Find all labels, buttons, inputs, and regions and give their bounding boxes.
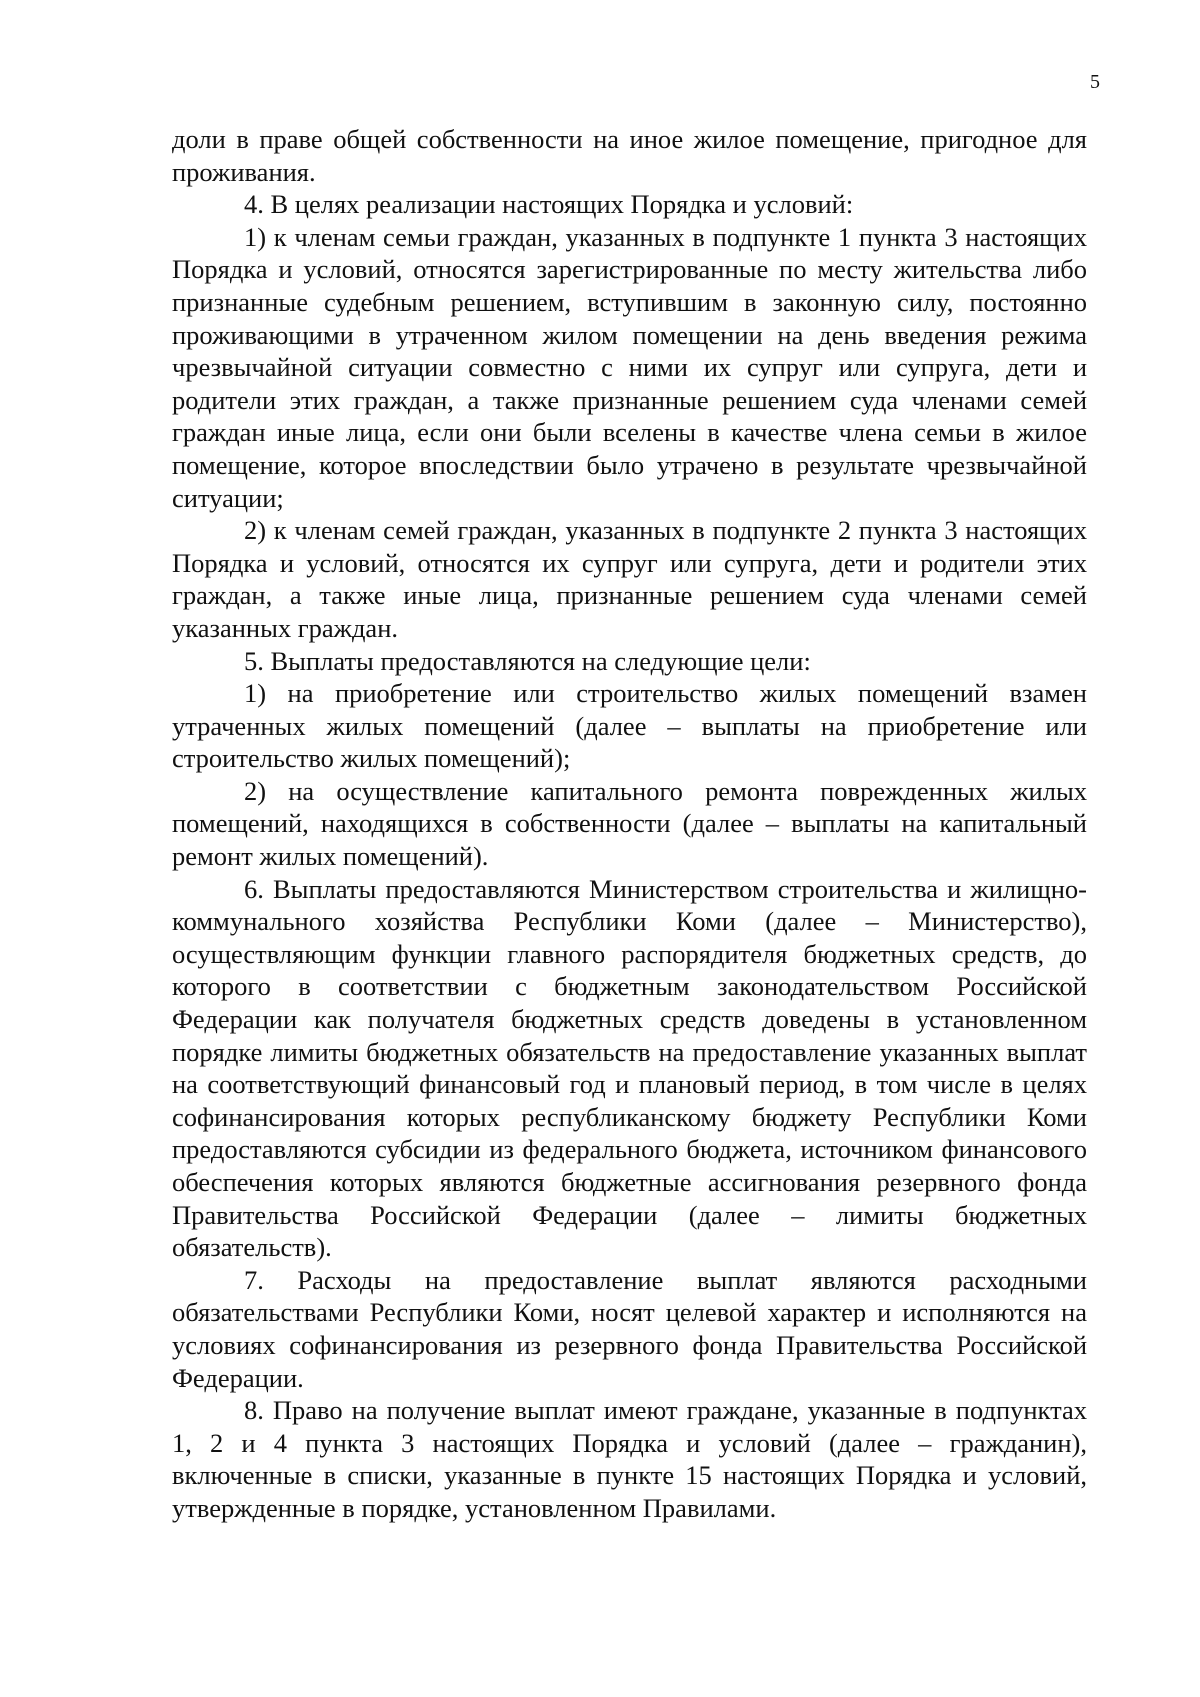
document-body <box>172 123 1087 1525</box>
paragraph-item-7: 7. Расходы на предоставление выплат являются расходными обязательствами Республики Коми, носят целевой характер и исполняются на условиях софинансирования из резервного фонда Правительства Российской Федерации. <box>172 1264 1087 1393</box>
paragraph-item-5-1: 1) на приобретение или строительство жилых помещений взамен утраченных жилых помещений (далее – выплаты на приобретение или строительство жилых помещений); <box>172 678 1087 774</box>
paragraph-item-4-1: 1) к членам семьи граждан, указанных в подпункте 1 пункта 3 настоящих Порядка и условий, относятся зарегистрированные по месту жительства либо признанные судебным решением, вступившим в законную силу, постоянно проживающими в утраченном жилом помещении на день введения режима чрезвычайной ситуации совместно с ними их супруг или супруга, дети и родители этих граждан, а также признанные решением суда членами семей граждан иные лица, если они были вселены в качестве члена семьи в жилое помещение, которое впоследствии было утрачено в результате чрезвычайной ситуации; <box>172 221 1087 513</box>
paragraph-item-4-2: 2) к членам семей граждан, указанных в подпункте 2 пункта 3 настоящих Порядка и условий, относятся их супруг или супруга, дети и родители этих граждан, а также иные лица, признанные решением суда членами семей указанных граждан. <box>172 515 1087 643</box>
page-number: 5 <box>1090 71 1100 93</box>
paragraph-item-5-2: 2) на осуществление капитального ремонта поврежденных жилых помещений, находящихся в собственности (далее – выплаты на капитальный ремонт жилых помещений). <box>172 775 1087 872</box>
paragraph-item-4: 4. В целях реализации настоящих Порядка и условий: <box>244 189 854 220</box>
paragraph-item-5: 5. Выплаты предоставляются на следующие цели: <box>244 645 811 676</box>
paragraph-item-8: 8. Право на получение выплат имеют граждане, указанные в подпунктах 1, 2 и 4 пункта 3 настоящих Порядка и условий (далее – гражданин), включенные в списки, указанные в пункте 15 настоящих Порядка и условий, утвержденные в порядке, установленном Правилами. <box>172 1395 1087 1523</box>
paragraph-item-6: 6. Выплаты предоставляются Министерством строительства и жилищно-коммунального хозяйства Республики Коми (далее – Министерство), осуществляющим функции главного распорядителя бюджетных средств, до которого в соответствии с бюджетным законодательством Российской Федерации как получателя бюджетных средств доведены в установленном порядке лимиты бюджетных обязательств на предоставление указанных выплат на соответствующий финансовый год и плановый период, в том числе в целях софинансирования которых республиканскому бюджету Республики Коми предоставляются субсидии из федерального бюджета, источником финансового обеспечения которых являются бюджетные ассигнования резервного фонда Правительства Российской Федерации (далее – лимиты бюджетных обязательств). <box>172 873 1087 1263</box>
paragraph-continuation: доли в праве общей собственности на иное жилое помещение, пригодное для проживания. <box>172 124 1087 187</box>
